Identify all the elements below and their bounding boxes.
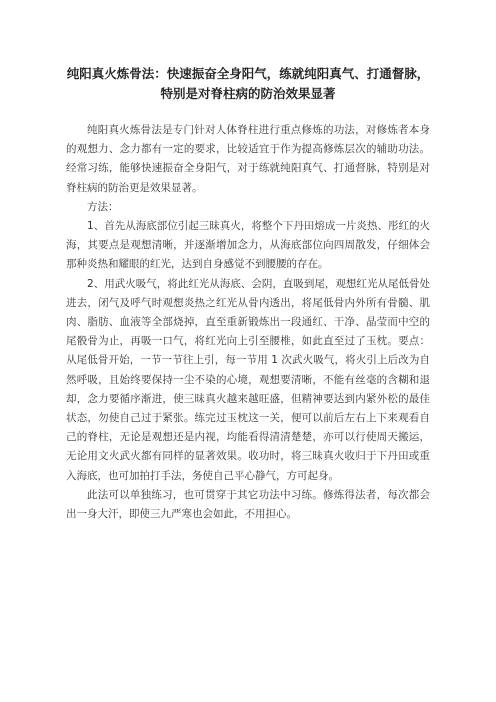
- paragraph-conclusion: 此法可以单独练习，也可贯穿于其它功法中习练。修炼得法者，每次都会出一身大汗，即使三九严寒也会如此，不用担心。: [66, 488, 430, 521]
- document-body: [66, 121, 430, 524]
- document-title: 纯阳真火炼骨法：快速振奋全身阳气，练就纯阳真气、打通督脉，特别是对脊柱病的防治效果显著: [66, 66, 430, 101]
- paragraph-intro: 纯阳真火炼骨法是专门针对人体脊柱进行重点修炼的功法，对修炼者本身的观想力、念力都有一定的要求，比较适宜于作为提高修炼层次的辅助功法。经常习练，能够快速振奋全身阳气，对于练就纯阳真气、打通督脉，特别是对脊柱病的防治更是效果显著。: [66, 124, 430, 194]
- paragraph-method-heading: 方法：: [87, 200, 119, 213]
- paragraph-step-2: 2、用武火吸气，将此红光从海底、会阴，直吸到尾，观想红光从尾低骨处进去，闭气及呼气时观想炎热之红光从骨内透出，将尾低骨内外所有骨髓、肌肉、脂肪、血液等全部烧掉，直至重新锻炼出一段通红、干净、晶莹而中空的尾骰骨为止，再吸一口气，将红光向上引至腰椎，如此直至过了玉枕。要点：从尾低骨开始，一节一节往上引，每一节用 1 次武火吸气，将火引上后改为自然呼吸，且始终要保持一尘不染的心境，观想要清晰，不能有丝毫的含糊和退却，念力要循序渐进，使三昧真火越来越旺盛，但精神要达到内紧外松的最佳状态，勿使自己过于紧张。练完过玉枕这一关，便可以前后左右上下来观看自己的脊柱，无论是观想还是内视，均能看得清清楚楚，亦可以行使周天搬运，无论用文火武火都有同样的显著效果。收功时，将三昧真火收归于下丹田或重入海底，也可加拍打手法，务使自己平心静气，方可起身。: [66, 277, 430, 482]
- paragraph-step-1: 1、首先从海底部位引起三昧真火，将整个下丹田熔成一片炎热、彤红的火海，其要点是观想清晰，并逐渐增加念力，从海底部位向四周散发，仔细体会那种炎热和耀眼的红光，达到自身感觉不到腰腰的存在。: [66, 220, 430, 271]
